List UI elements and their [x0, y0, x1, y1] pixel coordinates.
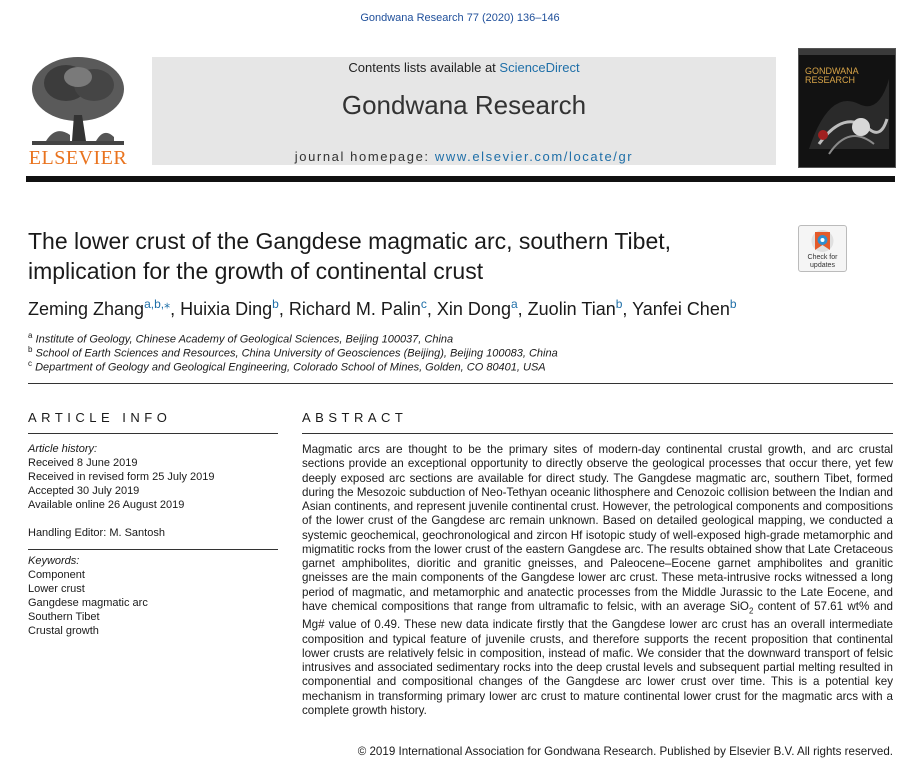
corresponding-author-marker[interactable]: ⁎ — [164, 297, 171, 311]
sciencedirect-link[interactable]: ScienceDirect — [499, 60, 580, 75]
journal-citation[interactable]: Gondwana Research 77 (2020) 136–146 — [360, 12, 560, 24]
abstract-divider — [302, 433, 893, 434]
bookmark-badge-icon — [799, 228, 846, 256]
author-separator: , — [622, 299, 633, 319]
header-divider — [26, 176, 895, 182]
elsevier-tree-icon — [26, 55, 130, 147]
history-label: Article history: — [28, 443, 98, 455]
history-accepted: Accepted 30 July 2019 — [28, 485, 140, 497]
homepage-link[interactable]: www.elsevier.com/locate/gr — [434, 149, 634, 164]
author-list — [28, 297, 798, 320]
keywords-divider — [28, 549, 278, 550]
affiliation-c: $^c$ Department of Geology and Geological Engineering, Colorado School of Mines, Golden, CO 80401, USA — [28, 359, 546, 374]
copyright-notice: © 2019 International Association for Gondwana Research. Published by Elsevier B.V. All rights reserved. — [357, 745, 893, 758]
abstract-subscript: 2 — [748, 606, 754, 616]
keywords-label: Keywords: — [28, 555, 80, 567]
contents-availability — [152, 60, 776, 75]
abstract-body — [302, 443, 893, 718]
elsevier-wordmark: ELSEVIER — [28, 147, 128, 169]
affiliation-a: $^a$ Institute of Geology, Chinese Academy of Geological Sciences, Beijing 100037, China — [28, 331, 454, 346]
keyword-item: Crustal growth — [28, 625, 99, 637]
history-revised: Received in revised form 25 July 2019 — [28, 471, 215, 483]
elsevier-logo[interactable] — [26, 55, 130, 170]
article-info-panel — [28, 442, 278, 638]
author-separator: , — [517, 299, 528, 319]
keyword-item: Component — [28, 569, 85, 581]
author-affiliation-marker[interactable]: c — [420, 297, 427, 311]
affiliation-b: $^b$ School of Earth Sciences and Resources, China University of Geosciences (Beijing), Beijing 100083, China — [28, 345, 558, 360]
author-separator: , — [170, 299, 181, 319]
author-affiliation-marker[interactable]: b — [272, 297, 279, 311]
journal-cover-thumbnail[interactable] — [798, 48, 896, 168]
abstract-text-part-2: content of 57.61 wt% and Mg# value of 0.49. These new data indicate firstly that the Gangdese lower arc crust has an overall intermediate composition and typical feature of juvenile crusts, and therefore supports the recent proposition that continental lower crusts are relatively felsic in composition, instead of mafic. We consider that the downward transport of felsic intrusives and associated sedimentary rocks into the deep crustal levels and subsequent partial melting resulted in componential and compositional changes of the Gangdese arc lower crust over time. This is a potential key mechanism in transforming primary lower arc crust to mature continental lower crust for the magmatic arcs with a complete growth history. — [302, 599, 893, 717]
article-title-line-1: The lower crust of the Gangdese magmatic arc, southern Tibet, — [28, 228, 672, 254]
journal-banner — [152, 57, 776, 165]
check-for-updates-button[interactable] — [798, 225, 847, 272]
cover-title: GONDWANA RESEARCH — [805, 66, 859, 85]
article-info-divider — [28, 433, 278, 434]
check-for-updates-label: Check for updates — [807, 254, 838, 269]
journal-title[interactable]: Gondwana Research — [341, 90, 587, 120]
author-name[interactable]: Xin Dong — [436, 299, 511, 319]
author-affiliation-marker[interactable]: b — [615, 297, 623, 311]
author-name[interactable]: Richard M. Palin — [288, 299, 421, 319]
contents-prefix: Contents lists available at — [348, 60, 500, 75]
history-received: Received 8 June 2019 — [28, 457, 138, 469]
author-name[interactable]: Huixia Ding — [180, 299, 273, 319]
author-affiliation-marker[interactable]: a,b, — [144, 297, 165, 311]
abstract-heading: ABSTRACT — [302, 410, 408, 425]
affiliation-divider — [28, 383, 893, 384]
author-name[interactable]: Yanfei Chen — [632, 299, 730, 319]
author-affiliation-marker[interactable]: b — [729, 297, 737, 311]
abstract-text-part-1: Magmatic arcs are thought to be the primary sites of modern-day continental crustal growth, and arc crustal sections provide an exceptional opportunity to directly observe the geological processes that occur there, yet few deeply exposed arc sections are available for direct study. The Gangdese magmatic arc, southern Tibet, formed during the Mesozoic subduction of Neo-Tethyan oceanic lithosphere and Cenozoic collision between the Indian and Asian continents, and represent juvenile continental crust. However, the petrological components and compositions of the lower crust of the Gangdese arc remain unknown. Based on detailed geological mapping, we conducted a systemic geochemical, geochronological and zircon Hf isotopic study of well-exposed high-grade metamorphic and migmatitic rocks from the lower crust of the eastern Gangdese arc. The results obtained show that Late Cretaceous garnet amphibolites, dioritic and granitic gneisses, and Paleocene–Eocene garnet amphibolites and granitic gneisses are the main components of the Gangdese lower arc crust. These meta-intrusive rocks witnessed a long period of magmatic, and metamorphic and anatectic processes from the Middle Jurassic to the Late Eocene, and have chemical compositions that range from ultramafic to felsic, with an average SiO — [302, 443, 893, 613]
journal-homepage — [152, 149, 776, 164]
author-separator: , — [426, 299, 437, 319]
article-title — [28, 226, 768, 286]
author-affiliation-marker[interactable]: a — [510, 297, 518, 311]
author-name[interactable]: Zuolin Tian — [527, 299, 616, 319]
article-title-line-2: implication for the growth of continental crust — [28, 258, 484, 284]
article-info-heading: ARTICLE INFO — [28, 410, 172, 425]
author-name[interactable]: Zeming Zhang — [28, 299, 145, 319]
history-online: Available online 26 August 2019 — [28, 499, 185, 511]
homepage-prefix: journal homepage: — [294, 149, 435, 164]
keyword-item: Lower crust — [28, 583, 85, 595]
author-separator: , — [278, 299, 289, 319]
handling-editor: Handling Editor: M. Santosh — [28, 527, 165, 539]
keyword-item: Gangdese magmatic arc — [28, 597, 148, 609]
keyword-item: Southern Tibet — [28, 611, 100, 623]
